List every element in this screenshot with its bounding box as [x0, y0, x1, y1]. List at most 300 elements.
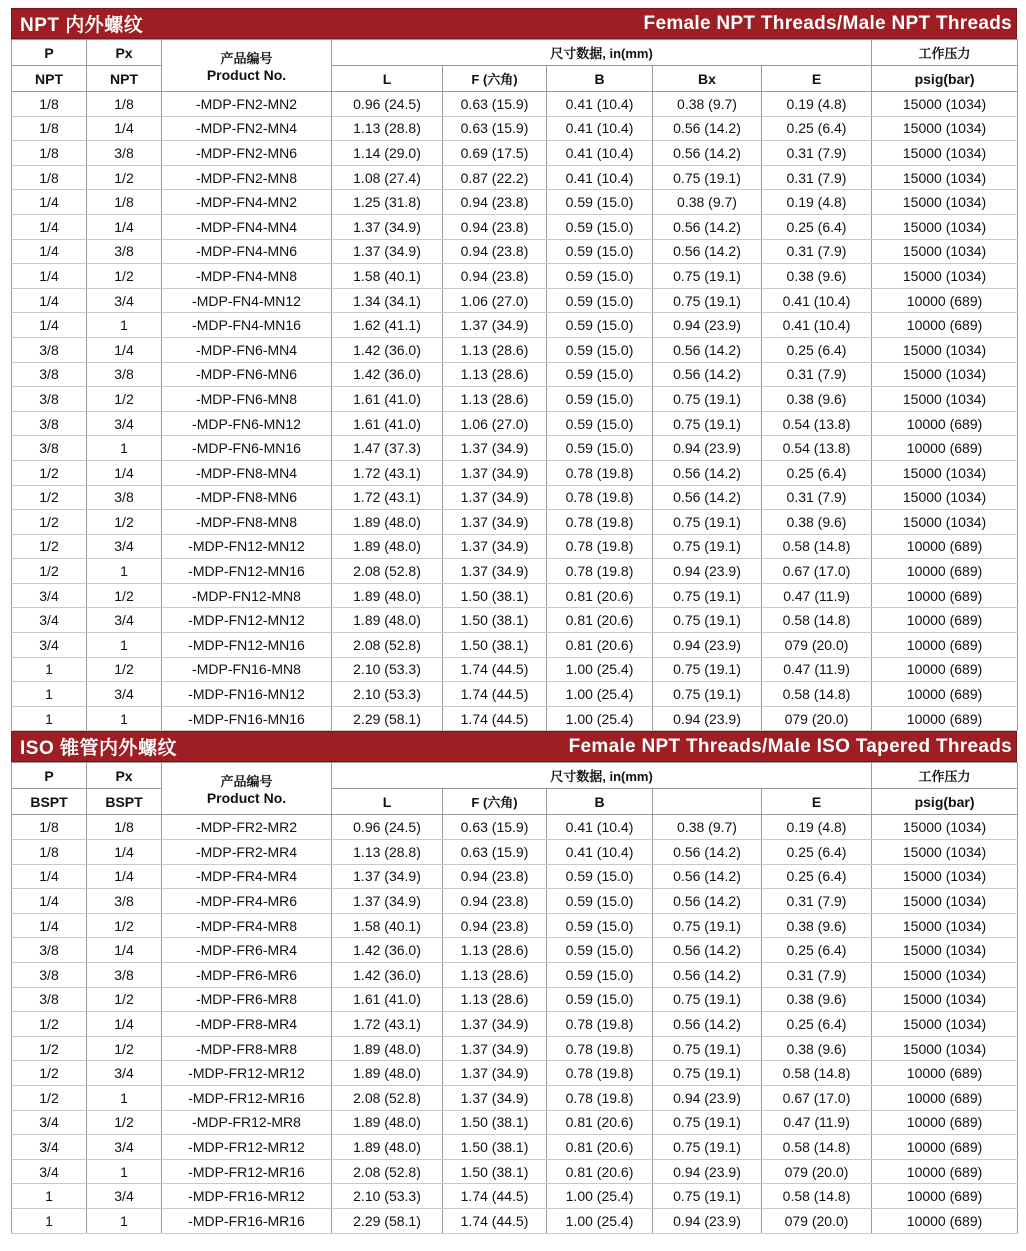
cell-b: 0.59 (15.0): [547, 313, 653, 338]
cell-bx: 0.56 (14.2): [653, 963, 762, 988]
cell-b: 0.59 (15.0): [547, 362, 653, 387]
cell-bx: 0.56 (14.2): [653, 362, 762, 387]
cell-b: 0.81 (20.6): [547, 1135, 653, 1160]
cell-px: 1: [87, 1085, 162, 1110]
cell-l: 2.08 (52.8): [332, 559, 443, 584]
cell-e: 0.25 (6.4): [762, 938, 872, 963]
cell-l: 1.61 (41.0): [332, 987, 443, 1012]
table-row: [12, 1208, 1018, 1233]
npt-header-pressure-unit: psig(bar): [872, 66, 1018, 92]
npt-header-p: P: [12, 40, 87, 66]
cell-e: 0.67 (17.0): [762, 559, 872, 584]
cell-product-no: -MDP-FN4-MN2: [162, 190, 332, 215]
cell-bx: 0.56 (14.2): [653, 889, 762, 914]
cell-e: 079 (20.0): [762, 1208, 872, 1233]
cell-product-no: -MDP-FN6-MN4: [162, 337, 332, 362]
cell-bx: 0.75 (19.1): [653, 682, 762, 707]
cell-pressure: 15000 (1034): [872, 840, 1018, 865]
cell-b: 0.59 (15.0): [547, 864, 653, 889]
cell-p: 1/4: [12, 214, 87, 239]
iso-header-dims-group: 尺寸数据, in(mm): [332, 763, 872, 789]
cell-b: 0.59 (15.0): [547, 214, 653, 239]
cell-p: 3/4: [12, 608, 87, 633]
cell-f-hex: 1.74 (44.5): [443, 657, 547, 682]
cell-product-no: -MDP-FN2-MN4: [162, 116, 332, 141]
cell-bx: 0.56 (14.2): [653, 864, 762, 889]
cell-e: 0.31 (7.9): [762, 141, 872, 166]
cell-l: 1.42 (36.0): [332, 963, 443, 988]
cell-b: 0.78 (19.8): [547, 1036, 653, 1061]
table-row: [12, 938, 1018, 963]
cell-pressure: 10000 (689): [872, 608, 1018, 633]
cell-b: 1.00 (25.4): [547, 682, 653, 707]
cell-b: 0.41 (10.4): [547, 815, 653, 840]
cell-bx: 0.75 (19.1): [653, 1061, 762, 1086]
cell-product-no: -MDP-FN12-MN8: [162, 583, 332, 608]
cell-l: 1.42 (36.0): [332, 337, 443, 362]
cell-pressure: 10000 (689): [872, 313, 1018, 338]
cell-p: 1/4: [12, 288, 87, 313]
cell-px: 1/4: [87, 864, 162, 889]
table-row: [12, 840, 1018, 865]
cell-product-no: -MDP-FR2-MR4: [162, 840, 332, 865]
cell-px: 1/4: [87, 214, 162, 239]
cell-e: 0.38 (9.6): [762, 913, 872, 938]
cell-l: 1.14 (29.0): [332, 141, 443, 166]
cell-l: 2.10 (53.3): [332, 657, 443, 682]
cell-b: 0.81 (20.6): [547, 633, 653, 658]
cell-b: 1.00 (25.4): [547, 657, 653, 682]
table-row: [12, 92, 1018, 117]
cell-e: 0.31 (7.9): [762, 485, 872, 510]
cell-product-no: -MDP-FN6-MN6: [162, 362, 332, 387]
cell-bx: 0.75 (19.1): [653, 608, 762, 633]
cell-bx: 0.94 (23.9): [653, 633, 762, 658]
cell-p: 1/8: [12, 116, 87, 141]
cell-f-hex: 1.37 (34.9): [443, 460, 547, 485]
iso-header-product-en: Product No.: [206, 790, 287, 807]
iso-spec-table: [11, 762, 1018, 1233]
cell-p: 3/8: [12, 938, 87, 963]
cell-e: 0.58 (14.8): [762, 534, 872, 559]
cell-product-no: -MDP-FN12-MN12: [162, 608, 332, 633]
cell-product-no: -MDP-FN16-MN12: [162, 682, 332, 707]
cell-pressure: 15000 (1034): [872, 214, 1018, 239]
cell-px: 3/8: [87, 485, 162, 510]
cell-px: 1/2: [87, 1036, 162, 1061]
cell-p: 1/4: [12, 190, 87, 215]
cell-product-no: -MDP-FN6-MN12: [162, 411, 332, 436]
cell-p: 1/4: [12, 889, 87, 914]
cell-e: 0.54 (13.8): [762, 436, 872, 461]
cell-f-hex: 1.74 (44.5): [443, 1184, 547, 1209]
cell-pressure: 10000 (689): [872, 583, 1018, 608]
table-row: [12, 165, 1018, 190]
cell-f-hex: 1.13 (28.6): [443, 362, 547, 387]
cell-f-hex: 1.13 (28.6): [443, 337, 547, 362]
cell-f-hex: 0.94 (23.8): [443, 889, 547, 914]
iso-header-col-blank: [653, 789, 762, 815]
cell-pressure: 10000 (689): [872, 436, 1018, 461]
cell-product-no: -MDP-FN6-MN16: [162, 436, 332, 461]
cell-pressure: 10000 (689): [872, 288, 1018, 313]
cell-p: 1/8: [12, 92, 87, 117]
cell-l: 1.13 (28.8): [332, 116, 443, 141]
cell-p: 3/8: [12, 963, 87, 988]
cell-l: 1.58 (40.1): [332, 264, 443, 289]
cell-p: 1/4: [12, 239, 87, 264]
cell-pressure: 15000 (1034): [872, 913, 1018, 938]
cell-e: 079 (20.0): [762, 633, 872, 658]
cell-f-hex: 1.37 (34.9): [443, 1085, 547, 1110]
table-row: [12, 1159, 1018, 1184]
npt-table-body: [12, 92, 1018, 731]
cell-product-no: -MDP-FR8-MR8: [162, 1036, 332, 1061]
cell-bx: 0.94 (23.9): [653, 559, 762, 584]
cell-b: 0.78 (19.8): [547, 534, 653, 559]
cell-b: 0.41 (10.4): [547, 92, 653, 117]
cell-l: 1.72 (43.1): [332, 1012, 443, 1037]
cell-l: 1.89 (48.0): [332, 1061, 443, 1086]
cell-l: 2.29 (58.1): [332, 1208, 443, 1233]
cell-p: 1/2: [12, 559, 87, 584]
cell-bx: 0.94 (23.9): [653, 1159, 762, 1184]
cell-e: 0.47 (11.9): [762, 583, 872, 608]
cell-bx: 0.75 (19.1): [653, 1184, 762, 1209]
cell-product-no: -MDP-FN2-MN6: [162, 141, 332, 166]
cell-p: 3/8: [12, 337, 87, 362]
cell-px: 3/8: [87, 141, 162, 166]
cell-f-hex: 1.50 (38.1): [443, 608, 547, 633]
table-row: [12, 864, 1018, 889]
cell-b: 0.59 (15.0): [547, 239, 653, 264]
cell-b: 0.59 (15.0): [547, 889, 653, 914]
cell-pressure: 15000 (1034): [872, 938, 1018, 963]
iso-header-p-unit: BSPT: [12, 789, 87, 815]
cell-bx: 0.94 (23.9): [653, 1208, 762, 1233]
cell-pressure: 10000 (689): [872, 1061, 1018, 1086]
cell-b: 0.41 (10.4): [547, 116, 653, 141]
cell-e: 0.41 (10.4): [762, 313, 872, 338]
cell-pressure: 15000 (1034): [872, 387, 1018, 412]
cell-l: 1.08 (27.4): [332, 165, 443, 190]
cell-f-hex: 1.74 (44.5): [443, 706, 547, 731]
cell-px: 1/2: [87, 510, 162, 535]
cell-e: 0.58 (14.8): [762, 1061, 872, 1086]
cell-pressure: 15000 (1034): [872, 1036, 1018, 1061]
cell-px: 1/2: [87, 1110, 162, 1135]
cell-bx: 0.56 (14.2): [653, 239, 762, 264]
table-row: [12, 116, 1018, 141]
cell-product-no: -MDP-FN12-MN12: [162, 534, 332, 559]
cell-l: 2.29 (58.1): [332, 706, 443, 731]
cell-e: 0.38 (9.6): [762, 387, 872, 412]
cell-pressure: 15000 (1034): [872, 460, 1018, 485]
cell-bx: 0.56 (14.2): [653, 337, 762, 362]
cell-pressure: 10000 (689): [872, 411, 1018, 436]
cell-f-hex: 0.69 (17.5): [443, 141, 547, 166]
cell-pressure: 15000 (1034): [872, 264, 1018, 289]
cell-l: 1.37 (34.9): [332, 239, 443, 264]
cell-f-hex: 1.50 (38.1): [443, 1110, 547, 1135]
iso-header-col-f: F (六角): [443, 789, 547, 815]
cell-l: 1.13 (28.8): [332, 840, 443, 865]
cell-p: 1/2: [12, 534, 87, 559]
cell-bx: 0.56 (14.2): [653, 141, 762, 166]
cell-p: 1/8: [12, 840, 87, 865]
table-row: [12, 485, 1018, 510]
npt-header-row-1: [12, 40, 1018, 66]
cell-px: 3/4: [87, 608, 162, 633]
cell-e: 0.19 (4.8): [762, 815, 872, 840]
cell-b: 0.81 (20.6): [547, 608, 653, 633]
cell-p: 1/8: [12, 165, 87, 190]
cell-product-no: -MDP-FN6-MN8: [162, 387, 332, 412]
cell-b: 0.41 (10.4): [547, 165, 653, 190]
cell-e: 0.25 (6.4): [762, 864, 872, 889]
cell-px: 1/4: [87, 460, 162, 485]
table-row: [12, 633, 1018, 658]
cell-f-hex: 0.63 (15.9): [443, 840, 547, 865]
cell-f-hex: 1.50 (38.1): [443, 1159, 547, 1184]
cell-px: 3/4: [87, 411, 162, 436]
cell-f-hex: 1.37 (34.9): [443, 1012, 547, 1037]
cell-bx: 0.38 (9.7): [653, 815, 762, 840]
cell-px: 3/4: [87, 1184, 162, 1209]
cell-product-no: -MDP-FN16-MN8: [162, 657, 332, 682]
cell-b: 0.59 (15.0): [547, 987, 653, 1012]
cell-f-hex: 1.06 (27.0): [443, 288, 547, 313]
cell-l: 1.25 (31.8): [332, 190, 443, 215]
cell-product-no: -MDP-FR16-MR16: [162, 1208, 332, 1233]
table-row: [12, 815, 1018, 840]
iso-header-p: P: [12, 763, 87, 789]
table-row: [12, 1135, 1018, 1160]
table-row: [12, 411, 1018, 436]
cell-e: 0.58 (14.8): [762, 608, 872, 633]
cell-p: 3/8: [12, 387, 87, 412]
table-row: [12, 387, 1018, 412]
npt-spec-table: [11, 39, 1018, 731]
cell-pressure: 15000 (1034): [872, 190, 1018, 215]
cell-b: 1.00 (25.4): [547, 1184, 653, 1209]
cell-pressure: 10000 (689): [872, 1135, 1018, 1160]
cell-l: 1.37 (34.9): [332, 214, 443, 239]
cell-pressure: 15000 (1034): [872, 165, 1018, 190]
cell-px: 1: [87, 313, 162, 338]
cell-bx: 0.75 (19.1): [653, 657, 762, 682]
iso-header-col-b: B: [547, 789, 653, 815]
cell-pressure: 10000 (689): [872, 633, 1018, 658]
npt-header-col-l: L: [332, 66, 443, 92]
cell-px: 1/8: [87, 190, 162, 215]
cell-f-hex: 0.94 (23.8): [443, 264, 547, 289]
cell-e: 0.47 (11.9): [762, 1110, 872, 1135]
cell-e: 0.31 (7.9): [762, 963, 872, 988]
npt-section-title-left: NPT 内外螺纹: [20, 15, 144, 36]
cell-px: 1/4: [87, 840, 162, 865]
cell-bx: 0.56 (14.2): [653, 840, 762, 865]
cell-px: 1/2: [87, 387, 162, 412]
cell-product-no: -MDP-FR16-MR12: [162, 1184, 332, 1209]
cell-px: 3/8: [87, 239, 162, 264]
table-row: [12, 583, 1018, 608]
cell-p: 1: [12, 1184, 87, 1209]
npt-section-banner: [11, 8, 1017, 39]
cell-p: 1/2: [12, 510, 87, 535]
cell-e: 0.31 (7.9): [762, 362, 872, 387]
table-row: [12, 313, 1018, 338]
cell-l: 1.47 (37.3): [332, 436, 443, 461]
cell-l: 2.08 (52.8): [332, 633, 443, 658]
cell-e: 0.31 (7.9): [762, 239, 872, 264]
cell-bx: 0.56 (14.2): [653, 938, 762, 963]
table-row: [12, 141, 1018, 166]
cell-p: 3/4: [12, 633, 87, 658]
table-row: [12, 214, 1018, 239]
cell-pressure: 10000 (689): [872, 534, 1018, 559]
table-row: [12, 608, 1018, 633]
cell-e: 0.31 (7.9): [762, 165, 872, 190]
cell-l: 2.08 (52.8): [332, 1159, 443, 1184]
iso-header-col-e: E: [762, 789, 872, 815]
cell-l: 2.10 (53.3): [332, 1184, 443, 1209]
cell-b: 0.59 (15.0): [547, 264, 653, 289]
npt-header-product-zh: 产品编号: [220, 51, 273, 66]
cell-b: 0.78 (19.8): [547, 485, 653, 510]
cell-product-no: -MDP-FR12-MR8: [162, 1110, 332, 1135]
table-row: [12, 1085, 1018, 1110]
cell-b: 1.00 (25.4): [547, 1208, 653, 1233]
cell-bx: 0.75 (19.1): [653, 913, 762, 938]
cell-e: 0.38 (9.6): [762, 264, 872, 289]
cell-px: 3/4: [87, 1135, 162, 1160]
cell-l: 0.96 (24.5): [332, 92, 443, 117]
table-row: [12, 510, 1018, 535]
cell-px: 1/2: [87, 657, 162, 682]
cell-e: 0.67 (17.0): [762, 1085, 872, 1110]
cell-p: 3/8: [12, 987, 87, 1012]
table-row: [12, 889, 1018, 914]
cell-pressure: 15000 (1034): [872, 889, 1018, 914]
cell-p: 3/8: [12, 411, 87, 436]
cell-b: 0.59 (15.0): [547, 387, 653, 412]
cell-px: 3/8: [87, 963, 162, 988]
cell-product-no: -MDP-FR6-MR6: [162, 963, 332, 988]
iso-section-banner: [11, 731, 1017, 762]
cell-b: 0.41 (10.4): [547, 141, 653, 166]
table-row: [12, 337, 1018, 362]
cell-e: 0.25 (6.4): [762, 214, 872, 239]
cell-f-hex: 1.50 (38.1): [443, 1135, 547, 1160]
table-row: [12, 1184, 1018, 1209]
table-row: [12, 288, 1018, 313]
npt-section: [11, 8, 1017, 731]
cell-p: 3/8: [12, 362, 87, 387]
cell-p: 3/4: [12, 1135, 87, 1160]
cell-px: 1: [87, 1159, 162, 1184]
cell-l: 1.42 (36.0): [332, 362, 443, 387]
cell-product-no: -MDP-FN8-MN4: [162, 460, 332, 485]
cell-f-hex: 1.74 (44.5): [443, 682, 547, 707]
cell-e: 0.38 (9.6): [762, 1036, 872, 1061]
table-row: [12, 190, 1018, 215]
cell-f-hex: 1.50 (38.1): [443, 633, 547, 658]
cell-f-hex: 1.13 (28.6): [443, 938, 547, 963]
npt-header-p-unit: NPT: [12, 66, 87, 92]
cell-l: 1.72 (43.1): [332, 485, 443, 510]
cell-e: 0.38 (9.6): [762, 987, 872, 1012]
cell-product-no: -MDP-FN4-MN16: [162, 313, 332, 338]
cell-px: 3/4: [87, 288, 162, 313]
cell-l: 1.61 (41.0): [332, 387, 443, 412]
cell-pressure: 10000 (689): [872, 682, 1018, 707]
cell-product-no: -MDP-FN4-MN6: [162, 239, 332, 264]
table-row: [12, 987, 1018, 1012]
cell-p: 1/8: [12, 815, 87, 840]
table-row: [12, 534, 1018, 559]
cell-pressure: 15000 (1034): [872, 864, 1018, 889]
cell-pressure: 10000 (689): [872, 1159, 1018, 1184]
cell-pressure: 15000 (1034): [872, 116, 1018, 141]
npt-section-title-right: Female NPT Threads/Male NPT Threads: [643, 12, 1012, 34]
cell-px: 1/2: [87, 583, 162, 608]
cell-f-hex: 1.37 (34.9): [443, 559, 547, 584]
cell-product-no: -MDP-FR2-MR2: [162, 815, 332, 840]
cell-bx: 0.75 (19.1): [653, 387, 762, 412]
cell-pressure: 10000 (689): [872, 1184, 1018, 1209]
iso-section-title-left: ISO 锥管内外螺纹: [20, 738, 178, 760]
cell-e: 0.19 (4.8): [762, 190, 872, 215]
cell-product-no: -MDP-FN2-MN8: [162, 165, 332, 190]
cell-f-hex: 1.37 (34.9): [443, 1036, 547, 1061]
iso-header-px: Px: [87, 763, 162, 789]
cell-b: 0.78 (19.8): [547, 559, 653, 584]
cell-product-no: -MDP-FN12-MN16: [162, 559, 332, 584]
cell-e: 0.41 (10.4): [762, 288, 872, 313]
table-row: [12, 264, 1018, 289]
cell-f-hex: 1.13 (28.6): [443, 987, 547, 1012]
cell-bx: 0.75 (19.1): [653, 510, 762, 535]
cell-f-hex: 0.63 (15.9): [443, 116, 547, 141]
cell-pressure: 10000 (689): [872, 706, 1018, 731]
cell-b: 0.59 (15.0): [547, 288, 653, 313]
cell-px: 1/4: [87, 938, 162, 963]
cell-p: 1/8: [12, 141, 87, 166]
iso-header-product-zh: 产品编号: [220, 774, 273, 790]
cell-f-hex: 0.94 (23.8): [443, 190, 547, 215]
cell-l: 1.89 (48.0): [332, 1110, 443, 1135]
cell-b: 0.59 (15.0): [547, 190, 653, 215]
cell-e: 0.25 (6.4): [762, 460, 872, 485]
cell-product-no: -MDP-FN2-MN2: [162, 92, 332, 117]
iso-section-title-right: Female NPT Threads/Male ISO Tapered Threads: [568, 735, 1012, 757]
cell-pressure: 10000 (689): [872, 1085, 1018, 1110]
cell-px: 1/8: [87, 92, 162, 117]
cell-p: 1/2: [12, 485, 87, 510]
cell-b: 0.59 (15.0): [547, 411, 653, 436]
cell-f-hex: 1.37 (34.9): [443, 485, 547, 510]
table-row: [12, 1012, 1018, 1037]
cell-p: 3/8: [12, 436, 87, 461]
cell-b: 1.00 (25.4): [547, 706, 653, 731]
npt-header-col-bx: Bx: [653, 66, 762, 92]
cell-l: 1.72 (43.1): [332, 460, 443, 485]
cell-px: 1: [87, 633, 162, 658]
cell-bx: 0.94 (23.9): [653, 436, 762, 461]
cell-b: 0.78 (19.8): [547, 1012, 653, 1037]
npt-header-px-unit: NPT: [87, 66, 162, 92]
